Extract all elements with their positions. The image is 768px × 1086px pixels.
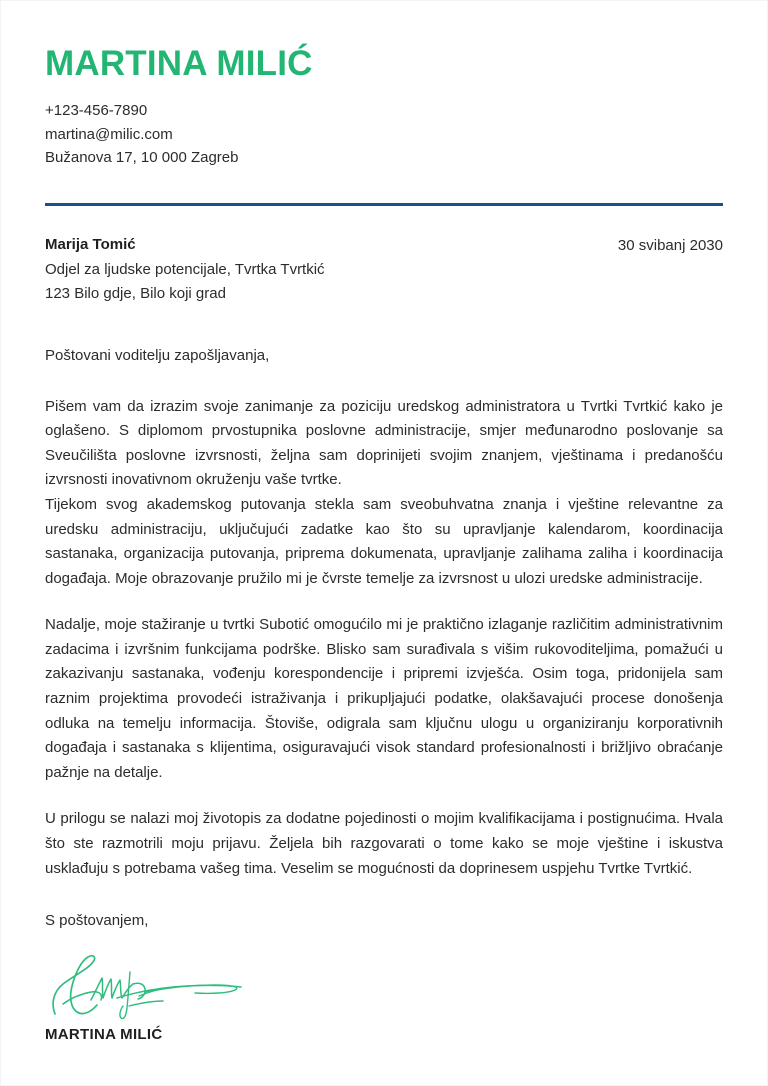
letter-paragraph: Nadalje, moje stažiranje u tvrtki Subotić omogućilo mi je praktično izlaganje različitim administrativnim zadacima i izvršnim funkcijama podrške. Blisko sam surađivala s višim rukovoditeljima, pomažući u zakazivanju sastanaka, vođenju korespondencije i pripremi izvješća. Osim toga, pridonijela sam raznim projektima provodeći istraživanja i prikupljajući podatke, olakšavajući procese donošenja odluka na temelju informacija. Štoviše, odigrala sam ključnu ulogu u organiziranju korporativnih događaja i sastanaka s klijentima, osiguravajući visok standard profesionalnosti i brižljivo obraćanje pažnje na detalje. (45, 616, 723, 781)
letter-meta (45, 233, 723, 306)
contact-address: Bužanova 17, 10 000 Zagreb (45, 148, 239, 166)
contact-email[interactable]: martina@milic.com (45, 125, 173, 143)
signature-image (45, 948, 723, 1024)
letter-paragraph: U prilogu se nalazi moj životopis za dodatne pojedinosti o mojim kvalifikacijama i postignućima. Hvala što ste razmotrili moju prijavu. Željela bih razgovarati o tome kako se moje vještine i iskustva usklađuju s potrebama vašeg tima. Veselim se mogućnosti da doprinesem uspjehu Tvrtke Tvrtkić. (45, 810, 723, 877)
recipient-address: 123 Bilo gdje, Bilo koji grad (45, 284, 226, 302)
recipient-organization: Odjel za ljudske potencijale, Tvrtka Tvrtkić (45, 260, 325, 278)
letter-date: 30 svibanj 2030 (617, 237, 723, 255)
recipient-block (45, 233, 325, 306)
recipient-name: Marija Tomić (45, 236, 136, 254)
letter-paragraph: Pišem vam da izrazim svoje zanimanje za poziciju uredskog administratora u Tvrtki Tvrtkić kako je oglašeno. S diplomom prvostupnika poslovne administracije, smjer međunarodno poslovanje sa Sveučilišta poslovne izvrsnosti, željna sam doprinijeti svojim znanjem, vještinama i predanošću izvrsnosti inovativnom okruženju vaše tvrtke. (45, 397, 723, 489)
contact-list (45, 99, 723, 169)
contact-phone[interactable]: +123-456-7890 (45, 102, 148, 120)
page-title: MARTINA MILIĆ (45, 44, 313, 83)
letter-paragraph: Tijekom svog akademskog putovanja stekla sam sveobuhvatna znanja i vještine relevantne za uredsku administraciju, uključujući zadatke kao što su upravljanje kalendarom, koordinacija sastanaka, organizacija putovanja, priprema dokumenata, upravljanje zalihama zaliha i koordinacija događaja. Moje obrazovanje pružilo mi je čvrste temelje za izvrsnost u ulozi uredske administracije. (45, 495, 723, 587)
letter-body (45, 344, 723, 881)
header-divider (45, 203, 723, 206)
signer-name: MARTINA MILIĆ (45, 1025, 163, 1043)
letter-header (45, 0, 723, 169)
closing-salutation: S poštovanjem, (45, 912, 149, 930)
salutation: Poštovani voditelju zapošljavanja, (45, 347, 270, 365)
